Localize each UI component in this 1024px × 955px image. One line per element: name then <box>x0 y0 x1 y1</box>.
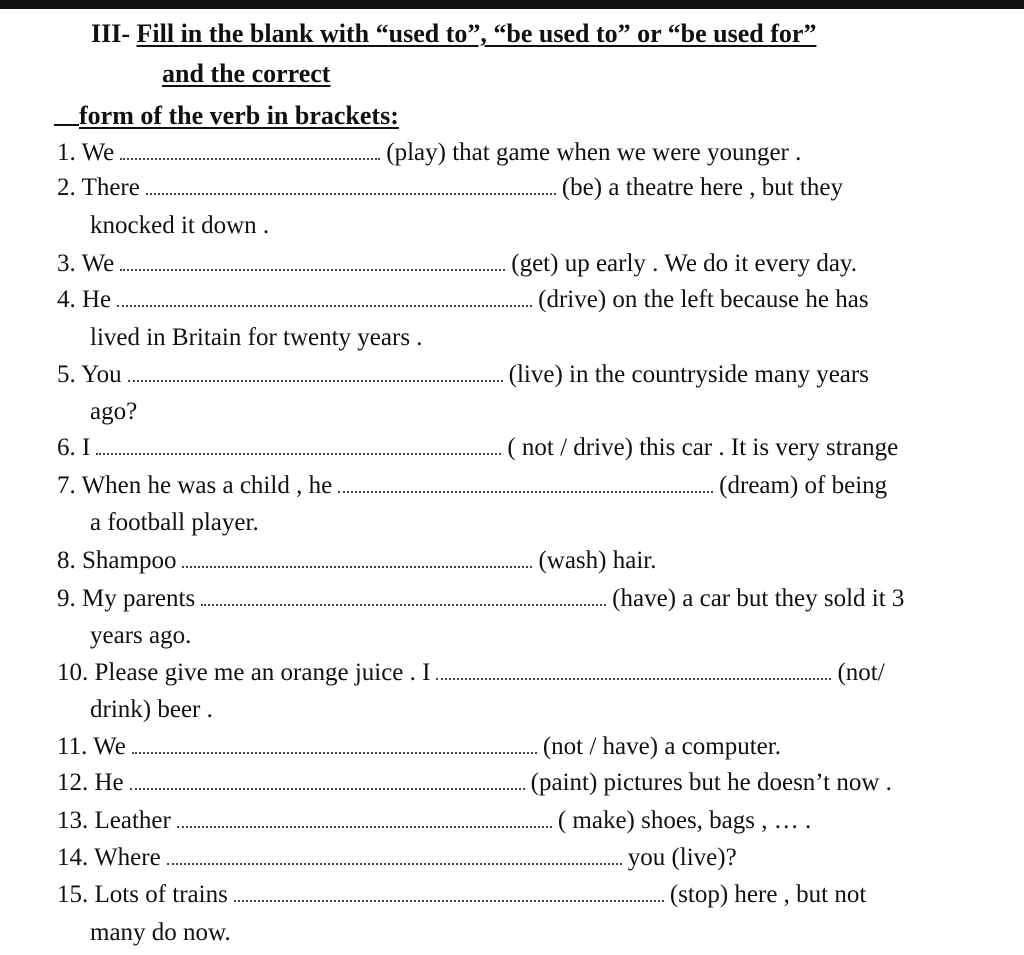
answer-blank[interactable] <box>96 452 501 455</box>
question-14: 14. Where you (live)? <box>57 844 737 871</box>
answer-blank[interactable] <box>146 192 556 195</box>
answer-blank[interactable] <box>128 379 503 382</box>
question-6: 6. I ( not / drive) this car . It is very strange <box>57 434 899 461</box>
question-7-continuation: a football player. <box>90 509 259 536</box>
exercise-title-line3: form of the verb in brackets: <box>54 103 399 129</box>
question-1: 1. We (play) that game when we were younger . <box>57 139 802 166</box>
question-9-continuation: years ago. <box>90 622 192 649</box>
answer-blank[interactable] <box>201 603 606 606</box>
question-12: 12. He (paint) pictures but he doesn’t now . <box>57 769 892 796</box>
exercise-title-line1 <box>91 21 816 47</box>
question-4-continuation: lived in Britain for twenty years . <box>90 324 423 351</box>
question-13: 13. Leather ( make) shoes, bags , … . <box>57 807 812 834</box>
question-5-continuation: ago? <box>90 398 138 425</box>
answer-blank[interactable] <box>182 565 532 568</box>
question-15-continuation: many do now. <box>90 919 231 946</box>
question-15: 15. Lots of trains (stop) here , but not <box>57 881 867 908</box>
question-11: 11. We (not / have) a computer. <box>57 733 781 760</box>
answer-blank[interactable] <box>120 268 505 271</box>
answer-blank[interactable] <box>117 304 532 307</box>
answer-blank[interactable] <box>234 899 664 902</box>
answer-blank[interactable] <box>120 157 380 160</box>
question-9: 9. My parents (have) a car but they sold it 3 <box>57 585 905 612</box>
question-10: 10. Please give me an orange juice . I (not/ <box>57 659 885 686</box>
question-2-continuation: knocked it down . <box>90 212 270 239</box>
exercise-number: III- <box>91 19 131 48</box>
question-10-continuation: drink) beer . <box>90 696 213 723</box>
answer-blank[interactable] <box>436 677 831 680</box>
question-7: 7. When he was a child , he (dream) of being <box>57 472 888 499</box>
answer-blank[interactable] <box>167 862 622 865</box>
question-4: 4. He (drive) on the left because he has <box>57 286 869 313</box>
question-3: 3. We (get) up early . We do it every day. <box>57 250 858 277</box>
question-8: 8. Shampoo (wash) hair. <box>57 547 657 574</box>
answer-blank[interactable] <box>132 751 537 754</box>
answer-blank[interactable] <box>130 787 525 790</box>
answer-blank[interactable] <box>177 825 552 828</box>
question-5: 5. You (live) in the countryside many years <box>57 361 869 388</box>
exercise-instruction: Fill in the blank with “used to”, “be used to” or “be used for” <box>136 19 817 48</box>
answer-blank[interactable] <box>338 490 713 493</box>
question-2: 2. There (be) a theatre here , but they <box>57 174 843 201</box>
top-border <box>0 0 1024 9</box>
exercise-title-line2: and the correct <box>162 59 331 88</box>
